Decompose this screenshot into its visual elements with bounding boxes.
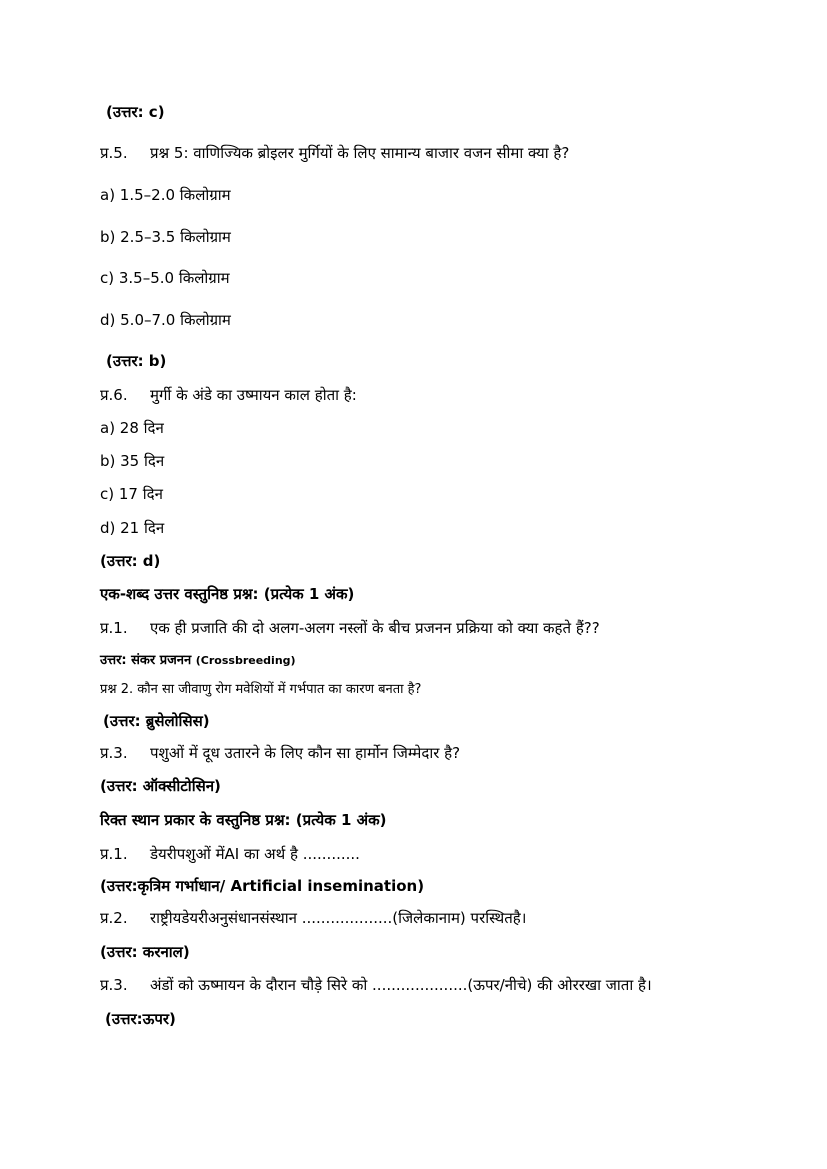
question-text: एक ही प्रजाति की दो अलग-अलग नस्लों के बीच प्रजनन प्रक्रिया को क्या कहते हैं?? [150,619,600,637]
option-a: a) 28 दिन [100,419,164,437]
question-number: प्र.5. [100,144,128,162]
fill-blank-answer-2: (उत्तर: करनाल) [100,943,190,961]
answer-prev: (उत्तर: c) [106,103,165,121]
question-number: प्र.6. [100,386,128,404]
option-c: c) 17 दिन [100,485,163,503]
option-d: d) 21 दिन [100,519,165,537]
question-text: अंडों को ऊष्मायन के दौरान चौड़े सिरे को ....................(ऊपर/नीचे) की ओररखा जाता है। [150,976,652,994]
question-number: प्र.1. [100,619,128,637]
option-c: c) 3.5–5.0 किलोग्राम [100,269,230,287]
question-text: डेयरीपशुओं मेंAI का अर्थ है ............ [150,845,360,863]
question-text: पशुओं में दूध उतारने के लिए कौन सा हार्मोन जिम्मेदार है? [150,744,461,762]
answer-q5: (उत्तर: b) [106,352,167,370]
answer-english: (Crossbreeding) [195,654,296,667]
question-number: प्र.3. [100,744,128,762]
fill-blank-question-2 [100,908,526,928]
question-number: प्र.2. [100,909,128,927]
one-word-answer-2: (उत्तर: ब्रुसेलोसिस) [103,712,210,730]
section-heading-one-word: एक-शब्द उत्तर वस्तुनिष्ठ प्रश्न: (प्रत्येक 1 अंक) [100,585,355,603]
fill-blank-question-3 [100,975,652,995]
question-number: प्र.1. [100,845,128,863]
question-text: राष्ट्रीयडेयरीअनुसंधानसंस्थान ...................(जिलेकानाम) परस्थितहै। [150,909,527,927]
fill-blank-answer-3: (उत्तर:ऊपर) [105,1010,176,1028]
question-5 [100,143,569,163]
one-word-question-1 [100,618,600,638]
section-heading-fill-blank: रिक्त स्थान प्रकार के वस्तुनिष्ठ प्रश्न: (प्रत्येक 1 अंक) [100,811,387,829]
question-6 [100,385,357,405]
option-d: d) 5.0–7.0 किलोग्राम [100,311,231,329]
one-word-answer-1 [100,651,296,671]
one-word-answer-3: (उत्तर: ऑक्सीटोसिन) [100,777,221,795]
question-number: प्र.3. [100,976,128,994]
option-b: b) 35 दिन [100,452,165,470]
one-word-question-3 [100,743,460,763]
one-word-question-2: प्रश्न 2. कौन सा जीवाणु रोग मवेशियों में गर्भपात का कारण बनता है? [100,682,422,697]
fill-blank-question-1 [100,844,360,864]
fill-blank-answer-1: (उत्तर:कृत्रिम गर्भाधान/ Artificial insemination) [100,877,425,895]
answer-q6: (उत्तर: d) [100,552,161,570]
question-text: मुर्गी के अंडे का उष्मायन काल होता है: [150,386,357,404]
question-text: प्रश्न 5: वाणिज्यिक ब्रोइलर मुर्गियों के लिए सामान्य बाजार वजन सीमा क्या है? [150,144,570,162]
option-a: a) 1.5–2.0 किलोग्राम [100,186,231,204]
option-b: b) 2.5–3.5 किलोग्राम [100,228,231,246]
answer-text: उत्तर: संकर प्रजनन [100,653,192,668]
